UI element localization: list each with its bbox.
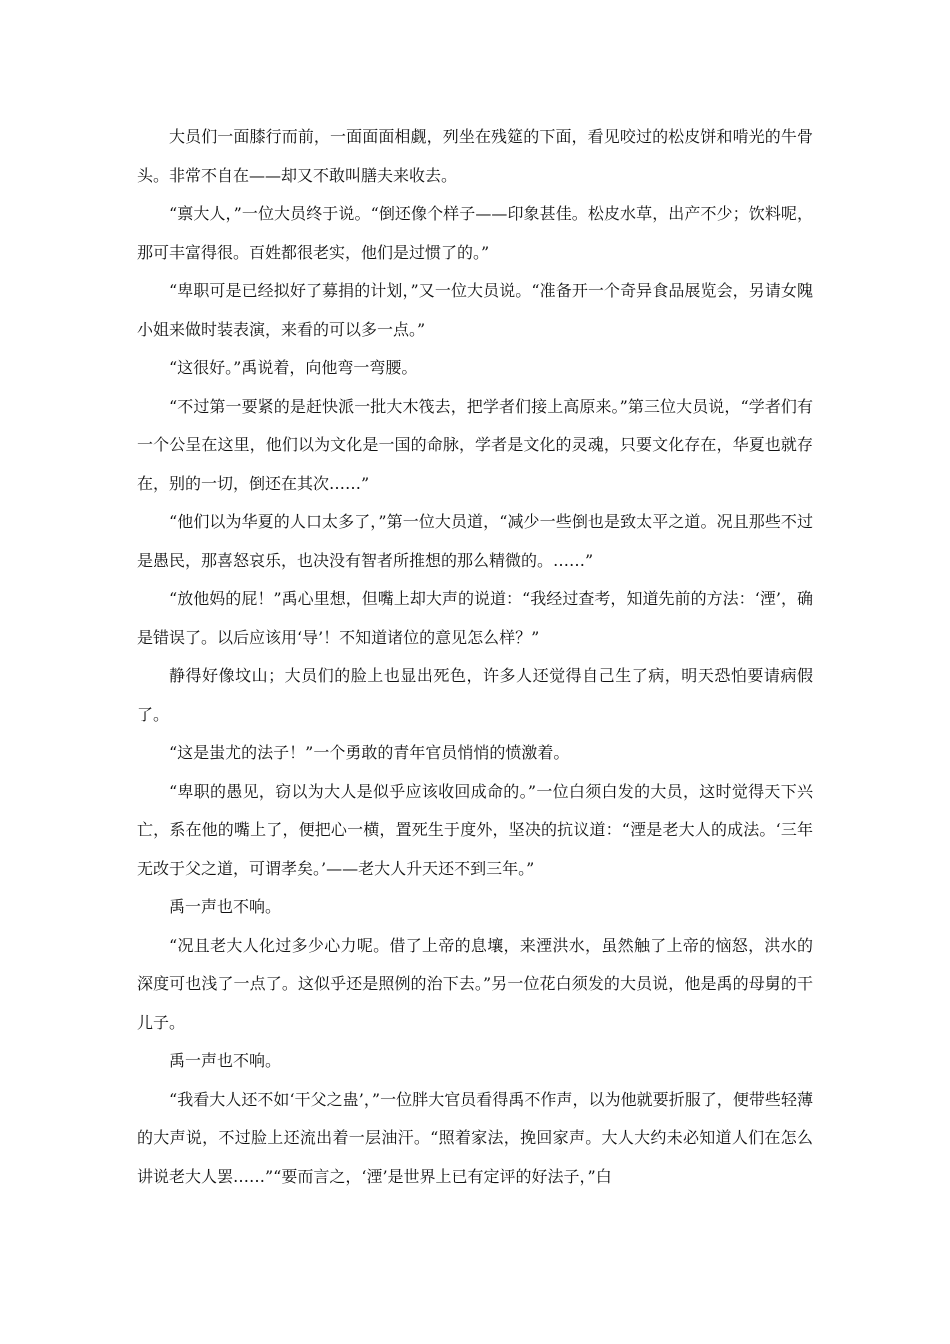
paragraph: “不过第一要紧的是赶快派一批大木筏去，把学者们接上高原来。”第三位大员说，“学者们有一个公呈在这里，他们以为文化是一国的命脉，学者是文化的灵魂，只要文化存在，华夏也就存在，别的一切，倒还在其次……” (137, 396, 813, 493)
paragraph: “这是蚩尤的法子！”一个勇敢的青年官员悄悄的愤激着。 (169, 743, 570, 762)
paragraph: “他们以为华夏的人口太多了，”第一位大员道，“减少一些倒也是致太平之道。况且那些不过是愚民，那喜怒哀乐，也决没有智者所推想的那么精微的。……” (137, 512, 813, 570)
paragraph: “放他妈的屁！”禹心里想，但嘴上却大声的说道：“我经过查考，知道先前的方法：‘湮’，确是错误了。以后应该用‘导’！不知道诸位的意见怎么样？” (137, 589, 813, 647)
paragraph: “卑职的愚见，窃以为大人是似乎应该收回成命的。”一位白须白发的大员，这时觉得天下兴亡，系在他的嘴上了，便把心一横，置死生于度外，坚决的抗议道：“湮是老大人的成法。‘三年无改于父之道，可谓孝矣。’——老大人升天还不到三年。” (137, 781, 813, 878)
paragraph: 静得好像坟山；大员们的脸上也显出死色，许多人还觉得自己生了病，明天恐怕要请病假了。 (137, 666, 813, 724)
paragraph: “我看大人还不如‘干父之蛊’，”一位胖大官员看得禹不作声，以为他就要折服了，便带些轻薄的大声说，不过脸上还流出着一层油汗。“照着家法，挽回家声。大人大约未必知道人们在怎么讲说老大人罢……”“要而言之，‘湮’是世界上已有定评的好法子，”白 (137, 1089, 813, 1186)
paragraph: 禹一声也不响。 (169, 897, 282, 916)
body-text (137, 118, 813, 1196)
paragraph: 大员们一面膝行而前，一面面面相觑，列坐在残筵的下面，看见咬过的松皮饼和啃光的牛骨头。非常不自在——却又不敢叫膳夫来收去。 (137, 127, 813, 185)
paragraph: “卑职可是已经拟好了募捐的计划，”又一位大员说。“准备开一个奇异食品展览会，另请女隗小姐来做时装表演，来看的可以多一点。” (137, 281, 813, 339)
paragraph: “禀大人，”一位大员终于说。“倒还像个样子——印象甚佳。松皮水草，出产不少；饮料呢，那可丰富得很。百姓都很老实，他们是过惯了的。” (137, 204, 813, 262)
paragraph: “这很好。”禹说着，向他弯一弯腰。 (169, 358, 418, 377)
paragraph: “况且老大人化过多少心力呢。借了上帝的息壤，来湮洪水，虽然触了上帝的恼怒，洪水的深度可也浅了一点了。这似乎还是照例的治下去。”另一位花白须发的大员说，他是禹的母舅的干儿子。 (137, 935, 813, 1032)
paragraph: 禹一声也不响。 (169, 1051, 282, 1070)
